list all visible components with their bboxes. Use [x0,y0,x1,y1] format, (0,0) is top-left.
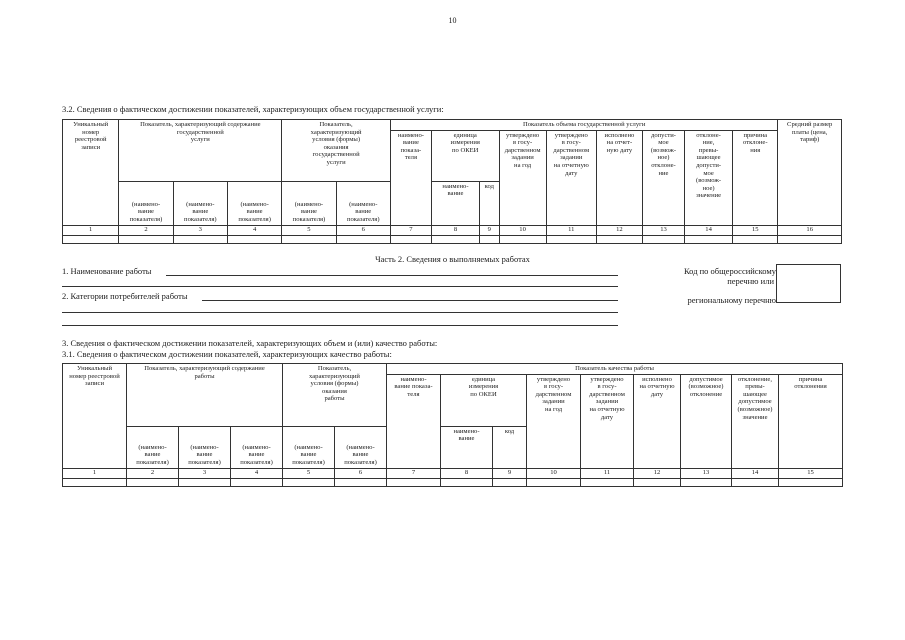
table-row [63,235,842,243]
column-number: 15 [733,225,778,235]
code-label: перечню или [727,276,774,286]
work-name-field[interactable] [166,275,618,276]
column-number: 7 [387,468,441,478]
column-number: 7 [390,225,431,235]
page-number: 10 [448,16,457,25]
header-content-indicator: Показатель, характеризующий содержание работы [127,364,283,427]
header-content-indicator: Показатель, характеризующий содержание государственной услуги [119,120,282,182]
column-number: 6 [335,468,387,478]
header-approved-year: утверждено в госу- дарственном задании на год [499,130,546,225]
column-number: 12 [634,468,681,478]
header-approved-date: утверждено в госу- дарственном задании на отчетную дату [581,374,634,468]
column-number: 8 [441,468,493,478]
quality-indicators-table [62,363,843,487]
column-number: 13 [642,225,684,235]
table-row [63,478,843,486]
column-number: 4 [231,468,283,478]
column-number: 14 [732,468,779,478]
header-approved-year: утверждено в госу- дарственном задании на год [527,374,581,468]
column-number: 5 [282,225,336,235]
consumers-label: 2. Категории потребителей работы [62,291,188,301]
volume-indicators-table [62,119,842,244]
header-deviation-reason: причина отклонения [779,374,843,468]
header-unique-number: Уникальный номер реестровой записи [63,120,119,226]
header-average-price: Средний размер платы (цена, тариф) [778,120,842,226]
column-number: 8 [431,225,479,235]
header-unit-name: наимено- вание [431,181,479,225]
header-approved-date: утверждено в госу- дарственном задании на отчетную дату [546,130,596,225]
column-number: 2 [119,225,173,235]
header-excess-deviation: отклоне- ние, превы- шающее допусти- мое (возмож- ное) значение [685,130,733,225]
column-number: 2 [127,468,179,478]
header-indicator-name: наимено- вание показа- теля [387,374,441,468]
column-number: 15 [779,468,843,478]
consumers-field[interactable] [202,300,618,301]
column-number: 3 [173,225,227,235]
header-indicator-4: (наимено- вание показателя) [231,426,283,468]
column-number: 13 [681,468,732,478]
section-3-2-title: 3.2. Сведения о фактическом достижении показателей, характеризующих объем государственной услуги: [62,104,444,114]
header-indicator-2: (наимено- вание показателя) [119,181,173,225]
header-unit-okei: единица измерения по ОКЕИ [431,130,499,181]
column-number: 5 [283,468,335,478]
work-name-field-line[interactable] [62,286,618,287]
header-unit-okei: единица измерения по ОКЕИ [441,374,527,426]
header-allowed-deviation: допусти- мое (возмож- ное) отклоне- ние [642,130,684,225]
header-unit-code: код [493,426,527,468]
header-quality-indicator: Показатель качества работы [387,364,843,375]
header-executed: исполнено на отчетную дату [634,374,681,468]
column-number: 9 [480,225,499,235]
section-3-title: 3. Сведения о фактическом достижении показателей, характеризующих объем и (или) качество работы: [62,338,438,348]
header-deviation-reason: причина отклоне- ния [733,130,778,225]
column-number: 11 [546,225,596,235]
header-allowed-deviation: допустимое (возможное) отклонение [681,374,732,468]
column-number: 16 [778,225,842,235]
header-indicator-3: (наимено- вание показателя) [173,181,227,225]
header-indicator-3: (наимено- вание показателя) [179,426,231,468]
section-3-1-title: 3.1. Сведения о фактическом достижении показателей, характеризующих качество работы: [62,349,392,359]
column-number: 1 [63,468,127,478]
consumers-field-line[interactable] [62,312,618,313]
header-indicator-6: (наимено- вание показателя) [335,426,387,468]
column-number: 12 [596,225,642,235]
header-unit-code: код [480,181,499,225]
column-number: 3 [179,468,231,478]
header-indicator-5: (наимено- вание показателя) [282,181,336,225]
header-executed: исполнено на отчет- ную дату [596,130,642,225]
column-number: 11 [581,468,634,478]
header-indicator-name: наимено- вание показа- теля [390,130,431,225]
header-conditions-indicator: Показатель, характеризующий условия (формы) оказания государственной услуги [282,120,391,182]
column-number: 1 [63,225,119,235]
column-number: 9 [493,468,527,478]
column-number: 14 [685,225,733,235]
header-unit-name: наимено- вание [441,426,493,468]
work-name-label: 1. Наименование работы [62,266,152,276]
code-box[interactable] [776,264,841,303]
header-unique-number: Уникальный номер реестровой записи [63,364,127,469]
header-volume-indicator: Показатель объема государственной услуги [390,120,777,131]
header-excess-deviation: отклонение, превы- шающее допустимое (возможное) значение [732,374,779,468]
code-label: региональному перечню [687,295,776,305]
column-number: 6 [336,225,390,235]
code-label: Код по общероссийскому [683,266,776,276]
column-number: 10 [499,225,546,235]
consumers-field-line[interactable] [62,325,618,326]
header-indicator-4: (наимено- вание показателя) [227,181,281,225]
header-indicator-5: (наимено- вание показателя) [283,426,335,468]
header-conditions-indicator: Показатель, характеризующий условия (формы) оказания работы [283,364,387,427]
header-indicator-2: (наимено- вание показателя) [127,426,179,468]
column-number: 10 [527,468,581,478]
column-number: 4 [227,225,281,235]
part2-title: Часть 2. Сведения о выполняемых работах [375,254,530,264]
header-indicator-6: (наимено- вание показателя) [336,181,390,225]
